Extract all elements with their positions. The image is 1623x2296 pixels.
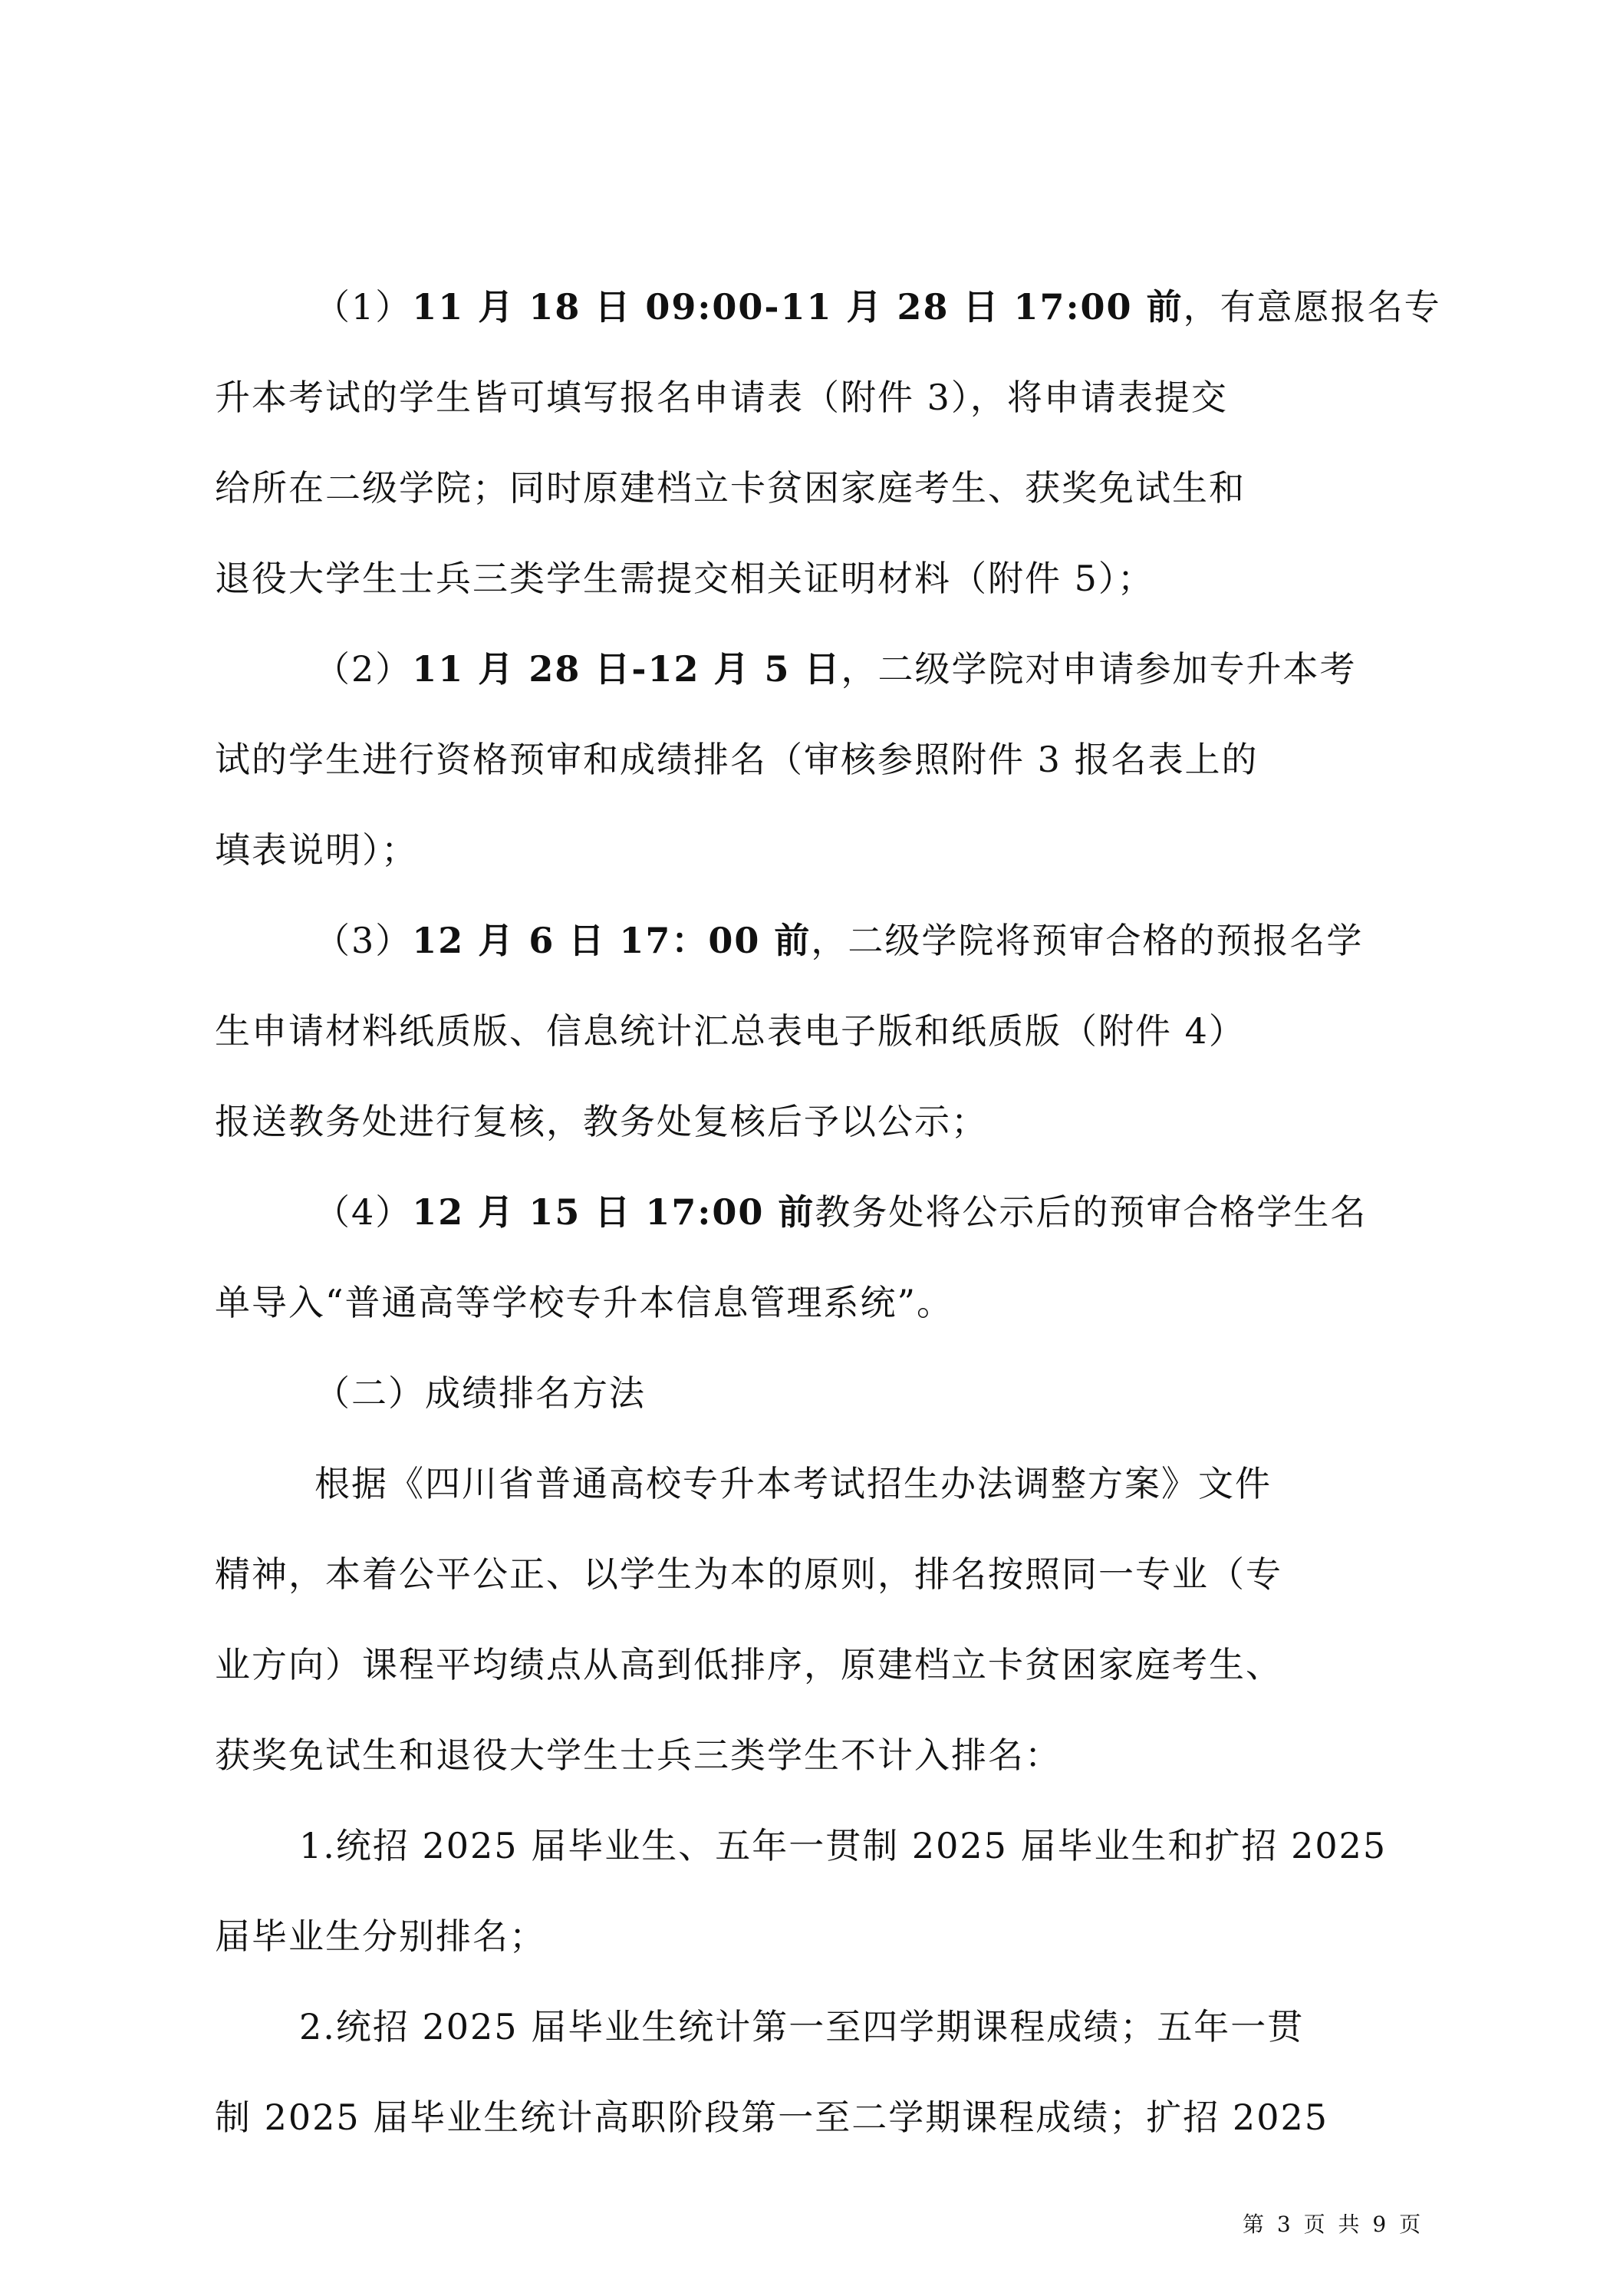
line-text: 2.统招 2025 届毕业生统计第一至四学期课程成绩；五年一贯 xyxy=(299,2006,1305,2047)
line-bold-text: 11 月 28 日-12 月 5 日 xyxy=(412,648,841,690)
paragraph-line xyxy=(314,1189,1465,1235)
page-number-footer: 第 3 页 共 9 页 xyxy=(1243,2212,1424,2237)
line-text: （2） xyxy=(314,648,413,690)
paragraph-line xyxy=(215,1913,1473,1959)
line-text: 教务处将公示后的预审合格学生名 xyxy=(815,1191,1368,1233)
section-heading xyxy=(314,1370,1465,1416)
paragraph-line xyxy=(215,2094,1473,2140)
paragraph-line xyxy=(215,1732,1473,1778)
line-text: 业方向）课程平均绩点从高到低排序，原建档立卡贫困家庭考生、 xyxy=(215,1644,1282,1685)
paragraph-line xyxy=(314,284,1465,330)
line-text: ，二级学院将预审合格的预报名学 xyxy=(811,920,1364,961)
line-text: 退役大学生士兵三类学生需提交相关证明材料（附件 5）； xyxy=(215,558,1154,599)
paragraph-line xyxy=(215,1642,1473,1688)
paragraph-line xyxy=(215,555,1473,601)
line-text: 根据《四川省普通高校专升本考试招生办法调整方案》文件 xyxy=(314,1463,1272,1504)
line-text: （二）成绩排名方法 xyxy=(314,1372,646,1414)
paragraph-line xyxy=(215,1099,1473,1145)
paragraph-line xyxy=(215,465,1473,511)
line-text: 届毕业生分别排名； xyxy=(215,1916,546,1957)
paragraph-line xyxy=(314,1461,1465,1507)
line-bold-text: 12 月 15 日 17:00 前 xyxy=(412,1191,815,1233)
paragraph-line xyxy=(299,1823,1465,1869)
paragraph-line xyxy=(215,1008,1473,1054)
paragraph-line xyxy=(215,1280,1473,1326)
line-text: 制 2025 届毕业生统计高职阶段第一至二学期课程成绩；扩招 2025 xyxy=(215,2097,1328,2138)
line-text: 升本考试的学生皆可填写报名申请表（附件 3），将申请表提交 xyxy=(215,377,1228,418)
line-bold-text: 12 月 6 日 17：00 前 xyxy=(412,920,812,961)
paragraph-line xyxy=(215,827,1473,873)
line-text: 试的学生进行资格预审和成绩排名（审核参照附件 3 报名表上的 xyxy=(215,739,1259,780)
line-bold-text: 11 月 18 日 09:00-11 月 28 日 17:00 前 xyxy=(412,286,1184,328)
line-text: 单导入“普通高等学校专升本信息管理系统”。 xyxy=(215,1282,954,1323)
line-text: 填表说明）； xyxy=(215,829,418,871)
line-text: 获奖免试生和退役大学生士兵三类学生不计入排名： xyxy=(215,1734,1062,1776)
line-text: 给所在二级学院；同时原建档立卡贫困家庭考生、获奖免试生和 xyxy=(215,467,1246,509)
line-text: （1） xyxy=(314,286,413,328)
line-text: ，二级学院对申请参加专升本考 xyxy=(841,648,1357,690)
line-text: 精神，本着公平公正、以学生为本的原则，排名按照同一专业（专 xyxy=(215,1553,1282,1595)
line-text: ，有意愿报名专 xyxy=(1183,286,1441,328)
line-text: 1.统招 2025 届毕业生、五年一贯制 2025 届毕业生和扩招 2025 xyxy=(299,1825,1388,1866)
paragraph-line xyxy=(314,646,1465,692)
paragraph-line xyxy=(215,374,1473,420)
line-text: 生申请材料纸质版、信息统计汇总表电子版和纸质版（附件 4） xyxy=(215,1010,1246,1052)
line-text: （4） xyxy=(314,1191,413,1233)
paragraph-line xyxy=(215,736,1473,782)
paragraph-line xyxy=(215,1551,1473,1597)
paragraph-line xyxy=(299,2004,1465,2050)
line-text: 报送教务处进行复核，教务处复核后予以公示； xyxy=(215,1101,988,1142)
line-text: （3） xyxy=(314,920,413,961)
paragraph-line xyxy=(314,917,1465,964)
